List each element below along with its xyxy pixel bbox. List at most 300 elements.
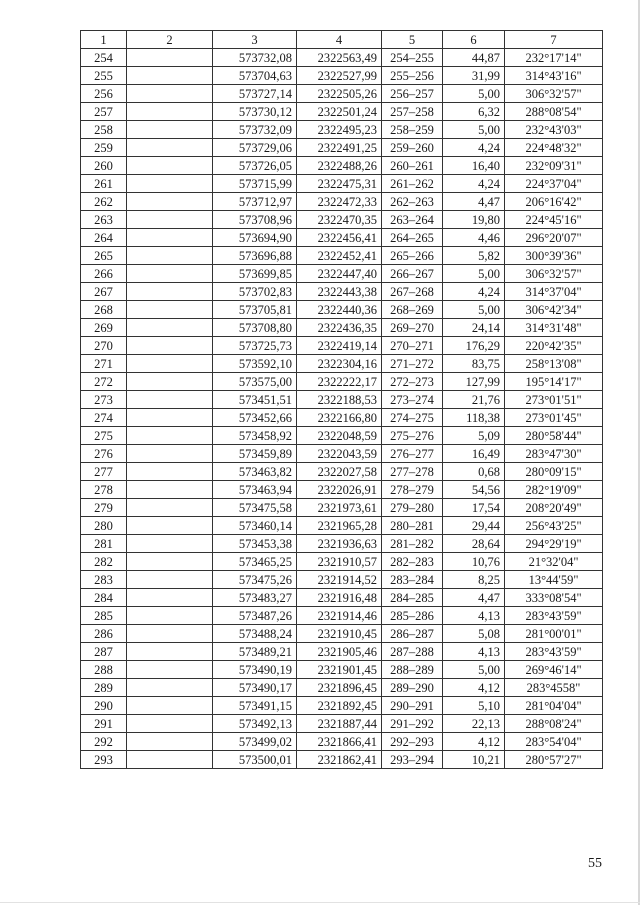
distance-cell: 8,25 (443, 571, 505, 589)
point-number-cell: 291 (81, 715, 127, 733)
point-number-cell: 275 (81, 427, 127, 445)
x-coordinate-cell: 573453,38 (213, 535, 297, 553)
empty-cell (127, 337, 213, 355)
table-row (81, 643, 603, 661)
empty-cell (127, 67, 213, 85)
empty-cell (127, 139, 213, 157)
table-row (81, 139, 603, 157)
x-coordinate-cell: 573475,26 (213, 571, 297, 589)
distance-cell: 10,76 (443, 553, 505, 571)
empty-cell (127, 229, 213, 247)
point-number-cell: 261 (81, 175, 127, 193)
point-number-cell: 256 (81, 85, 127, 103)
angle-cell: 208°20'49" (505, 499, 603, 517)
table-row (81, 445, 603, 463)
segment-cell: 261–262 (382, 175, 443, 193)
point-number-cell: 258 (81, 121, 127, 139)
point-number-cell: 277 (81, 463, 127, 481)
table-row (81, 661, 603, 679)
table-row (81, 103, 603, 121)
table-row (81, 751, 603, 769)
table-row (81, 193, 603, 211)
angle-cell: 258°13'08" (505, 355, 603, 373)
empty-cell (127, 553, 213, 571)
point-number-cell: 279 (81, 499, 127, 517)
empty-cell (127, 715, 213, 733)
angle-cell: 280°09'15" (505, 463, 603, 481)
x-coordinate-cell: 573489,21 (213, 643, 297, 661)
point-number-cell: 264 (81, 229, 127, 247)
distance-cell: 0,68 (443, 463, 505, 481)
x-coordinate-cell: 573492,13 (213, 715, 297, 733)
x-coordinate-cell: 573726,05 (213, 157, 297, 175)
segment-cell: 268–269 (382, 301, 443, 319)
point-number-cell: 282 (81, 553, 127, 571)
x-coordinate-cell: 573491,15 (213, 697, 297, 715)
y-coordinate-cell: 2322452,41 (297, 247, 382, 265)
distance-cell: 31,99 (443, 67, 505, 85)
table-row (81, 121, 603, 139)
angle-cell: 232°43'03" (505, 121, 603, 139)
coordinates-table (80, 30, 603, 769)
table-row (81, 85, 603, 103)
y-coordinate-cell: 2321901,45 (297, 661, 382, 679)
distance-cell: 29,44 (443, 517, 505, 535)
segment-cell: 270–271 (382, 337, 443, 355)
distance-cell: 5,00 (443, 661, 505, 679)
angle-cell: 232°17'14" (505, 49, 603, 67)
point-number-cell: 276 (81, 445, 127, 463)
segment-cell: 263–264 (382, 211, 443, 229)
point-number-cell: 260 (81, 157, 127, 175)
segment-cell: 290–291 (382, 697, 443, 715)
table-row (81, 679, 603, 697)
point-number-cell: 266 (81, 265, 127, 283)
distance-cell: 44,87 (443, 49, 505, 67)
table-row (81, 391, 603, 409)
segment-cell: 275–276 (382, 427, 443, 445)
distance-cell: 4,24 (443, 175, 505, 193)
distance-cell: 4,47 (443, 589, 505, 607)
distance-cell: 83,75 (443, 355, 505, 373)
distance-cell: 118,38 (443, 409, 505, 427)
y-coordinate-cell: 2322563,49 (297, 49, 382, 67)
empty-cell (127, 589, 213, 607)
angle-cell: 220°42'35" (505, 337, 603, 355)
point-number-cell: 273 (81, 391, 127, 409)
distance-cell: 21,76 (443, 391, 505, 409)
segment-cell: 284–285 (382, 589, 443, 607)
segment-cell: 276–277 (382, 445, 443, 463)
empty-cell (127, 535, 213, 553)
y-coordinate-cell: 2322470,35 (297, 211, 382, 229)
empty-cell (127, 211, 213, 229)
point-number-cell: 254 (81, 49, 127, 67)
segment-cell: 287–288 (382, 643, 443, 661)
distance-cell: 5,00 (443, 301, 505, 319)
table-row (81, 355, 603, 373)
table-row (81, 157, 603, 175)
segment-cell: 277–278 (382, 463, 443, 481)
angle-cell: 283°54'04" (505, 733, 603, 751)
table-row (81, 175, 603, 193)
y-coordinate-cell: 2322188,53 (297, 391, 382, 409)
distance-cell: 4,12 (443, 733, 505, 751)
distance-cell: 4,13 (443, 607, 505, 625)
angle-cell: 269°46'14" (505, 661, 603, 679)
x-coordinate-cell: 573694,90 (213, 229, 297, 247)
angle-cell: 306°32'57" (505, 85, 603, 103)
y-coordinate-cell: 2322166,80 (297, 409, 382, 427)
angle-cell: 306°42'34" (505, 301, 603, 319)
point-number-cell: 263 (81, 211, 127, 229)
distance-cell: 4,24 (443, 283, 505, 301)
empty-cell (127, 625, 213, 643)
angle-cell: 195°14'17" (505, 373, 603, 391)
angle-cell: 296°20'07" (505, 229, 603, 247)
x-coordinate-cell: 573451,51 (213, 391, 297, 409)
segment-cell: 269–270 (382, 319, 443, 337)
y-coordinate-cell: 2322472,33 (297, 193, 382, 211)
y-coordinate-cell: 2321914,46 (297, 607, 382, 625)
x-coordinate-cell: 573487,26 (213, 607, 297, 625)
table-row (81, 535, 603, 553)
point-number-cell: 267 (81, 283, 127, 301)
angle-cell: 224°37'04" (505, 175, 603, 193)
angle-cell: 283°43'59" (505, 643, 603, 661)
table-row (81, 283, 603, 301)
column-header: 4 (297, 31, 382, 49)
angle-cell: 288°08'54" (505, 103, 603, 121)
x-coordinate-cell: 573704,63 (213, 67, 297, 85)
empty-cell (127, 85, 213, 103)
column-header: 5 (382, 31, 443, 49)
point-number-cell: 271 (81, 355, 127, 373)
x-coordinate-cell: 573490,17 (213, 679, 297, 697)
angle-cell: 314°31'48" (505, 319, 603, 337)
y-coordinate-cell: 2321905,46 (297, 643, 382, 661)
empty-cell (127, 697, 213, 715)
distance-cell: 127,99 (443, 373, 505, 391)
column-header: 2 (127, 31, 213, 49)
point-number-cell: 272 (81, 373, 127, 391)
distance-cell: 5,00 (443, 265, 505, 283)
angle-cell: 283°47'30" (505, 445, 603, 463)
point-number-cell: 262 (81, 193, 127, 211)
angle-cell: 273°01'51" (505, 391, 603, 409)
empty-cell (127, 319, 213, 337)
y-coordinate-cell: 2321914,52 (297, 571, 382, 589)
segment-cell: 278–279 (382, 481, 443, 499)
angle-cell: 300°39'36" (505, 247, 603, 265)
table-row (81, 553, 603, 571)
table-row (81, 49, 603, 67)
segment-cell: 274–275 (382, 409, 443, 427)
distance-cell: 28,64 (443, 535, 505, 553)
x-coordinate-cell: 573459,89 (213, 445, 297, 463)
empty-cell (127, 517, 213, 535)
distance-cell: 4,24 (443, 139, 505, 157)
angle-cell: 281°00'01" (505, 625, 603, 643)
empty-cell (127, 373, 213, 391)
empty-cell (127, 733, 213, 751)
distance-cell: 16,40 (443, 157, 505, 175)
point-number-cell: 268 (81, 301, 127, 319)
empty-cell (127, 283, 213, 301)
table-row (81, 499, 603, 517)
segment-cell: 289–290 (382, 679, 443, 697)
angle-cell: 273°01'45" (505, 409, 603, 427)
x-coordinate-cell: 573708,80 (213, 319, 297, 337)
angle-cell: 206°16'42" (505, 193, 603, 211)
table-row (81, 697, 603, 715)
column-header: 1 (81, 31, 127, 49)
point-number-cell: 259 (81, 139, 127, 157)
y-coordinate-cell: 2322222,17 (297, 373, 382, 391)
distance-cell: 4,47 (443, 193, 505, 211)
segment-cell: 283–284 (382, 571, 443, 589)
empty-cell (127, 103, 213, 121)
segment-cell: 293–294 (382, 751, 443, 769)
angle-cell: 288°08'24" (505, 715, 603, 733)
point-number-cell: 278 (81, 481, 127, 499)
y-coordinate-cell: 2322495,23 (297, 121, 382, 139)
header-row (81, 31, 603, 49)
table-row (81, 607, 603, 625)
y-coordinate-cell: 2322304,16 (297, 355, 382, 373)
y-coordinate-cell: 2322443,38 (297, 283, 382, 301)
x-coordinate-cell: 573488,24 (213, 625, 297, 643)
point-number-cell: 284 (81, 589, 127, 607)
distance-cell: 5,10 (443, 697, 505, 715)
empty-cell (127, 301, 213, 319)
empty-cell (127, 445, 213, 463)
segment-cell: 281–282 (382, 535, 443, 553)
distance-cell: 16,49 (443, 445, 505, 463)
empty-cell (127, 427, 213, 445)
empty-cell (127, 643, 213, 661)
y-coordinate-cell: 2321936,63 (297, 535, 382, 553)
segment-cell: 291–292 (382, 715, 443, 733)
x-coordinate-cell: 573712,97 (213, 193, 297, 211)
distance-cell: 54,56 (443, 481, 505, 499)
x-coordinate-cell: 573483,27 (213, 589, 297, 607)
y-coordinate-cell: 2321862,41 (297, 751, 382, 769)
table-row (81, 589, 603, 607)
empty-cell (127, 49, 213, 67)
y-coordinate-cell: 2322048,59 (297, 427, 382, 445)
column-header: 6 (443, 31, 505, 49)
angle-cell: 281°04'04" (505, 697, 603, 715)
point-number-cell: 280 (81, 517, 127, 535)
y-coordinate-cell: 2322419,14 (297, 337, 382, 355)
empty-cell (127, 391, 213, 409)
distance-cell: 10,21 (443, 751, 505, 769)
distance-cell: 24,14 (443, 319, 505, 337)
table-row (81, 211, 603, 229)
y-coordinate-cell: 2322456,41 (297, 229, 382, 247)
angle-cell: 280°58'44" (505, 427, 603, 445)
segment-cell: 285–286 (382, 607, 443, 625)
segment-cell: 272–273 (382, 373, 443, 391)
y-coordinate-cell: 2322505,26 (297, 85, 382, 103)
x-coordinate-cell: 573465,25 (213, 553, 297, 571)
empty-cell (127, 607, 213, 625)
empty-cell (127, 193, 213, 211)
x-coordinate-cell: 573705,81 (213, 301, 297, 319)
empty-cell (127, 499, 213, 517)
distance-cell: 176,29 (443, 337, 505, 355)
segment-cell: 280–281 (382, 517, 443, 535)
table-row (81, 229, 603, 247)
segment-cell: 258–259 (382, 121, 443, 139)
y-coordinate-cell: 2322527,99 (297, 67, 382, 85)
empty-cell (127, 679, 213, 697)
angle-cell: 333°08'54" (505, 589, 603, 607)
x-coordinate-cell: 573702,83 (213, 283, 297, 301)
page-number: 55 (588, 856, 602, 871)
table-row (81, 463, 603, 481)
x-coordinate-cell: 573460,14 (213, 517, 297, 535)
x-coordinate-cell: 573696,88 (213, 247, 297, 265)
x-coordinate-cell: 573715,99 (213, 175, 297, 193)
segment-cell: 260–261 (382, 157, 443, 175)
distance-cell: 6,32 (443, 103, 505, 121)
segment-cell: 282–283 (382, 553, 443, 571)
empty-cell (127, 463, 213, 481)
segment-cell: 267–268 (382, 283, 443, 301)
empty-cell (127, 355, 213, 373)
empty-cell (127, 481, 213, 499)
x-coordinate-cell: 573458,92 (213, 427, 297, 445)
angle-cell: 282°19'09" (505, 481, 603, 499)
point-number-cell: 265 (81, 247, 127, 265)
point-number-cell: 286 (81, 625, 127, 643)
table-row (81, 373, 603, 391)
empty-cell (127, 571, 213, 589)
segment-cell: 286–287 (382, 625, 443, 643)
table-row (81, 481, 603, 499)
y-coordinate-cell: 2322488,26 (297, 157, 382, 175)
angle-cell: 283°43'59" (505, 607, 603, 625)
point-number-cell: 287 (81, 643, 127, 661)
empty-cell (127, 121, 213, 139)
y-coordinate-cell: 2321973,61 (297, 499, 382, 517)
distance-cell: 5,09 (443, 427, 505, 445)
y-coordinate-cell: 2322043,59 (297, 445, 382, 463)
point-number-cell: 290 (81, 697, 127, 715)
empty-cell (127, 661, 213, 679)
segment-cell: 256–257 (382, 85, 443, 103)
table-row (81, 247, 603, 265)
x-coordinate-cell: 573500,01 (213, 751, 297, 769)
angle-cell: 224°48'32" (505, 139, 603, 157)
distance-cell: 17,54 (443, 499, 505, 517)
x-coordinate-cell: 573575,00 (213, 373, 297, 391)
point-number-cell: 257 (81, 103, 127, 121)
segment-cell: 257–258 (382, 103, 443, 121)
table-row (81, 265, 603, 283)
table-body (81, 49, 603, 769)
x-coordinate-cell: 573727,14 (213, 85, 297, 103)
y-coordinate-cell: 2321916,48 (297, 589, 382, 607)
table-header (81, 31, 603, 49)
table-row (81, 67, 603, 85)
table-row (81, 571, 603, 589)
point-number-cell: 289 (81, 679, 127, 697)
distance-cell: 5,82 (443, 247, 505, 265)
y-coordinate-cell: 2321965,28 (297, 517, 382, 535)
point-number-cell: 274 (81, 409, 127, 427)
angle-cell: 232°09'31" (505, 157, 603, 175)
x-coordinate-cell: 573725,73 (213, 337, 297, 355)
point-number-cell: 285 (81, 607, 127, 625)
column-header: 7 (505, 31, 603, 49)
point-number-cell: 270 (81, 337, 127, 355)
y-coordinate-cell: 2321896,45 (297, 679, 382, 697)
table-row (81, 517, 603, 535)
point-number-cell: 283 (81, 571, 127, 589)
table-row (81, 301, 603, 319)
point-number-cell: 292 (81, 733, 127, 751)
segment-cell: 265–266 (382, 247, 443, 265)
point-number-cell: 255 (81, 67, 127, 85)
segment-cell: 259–260 (382, 139, 443, 157)
table-row (81, 427, 603, 445)
empty-cell (127, 175, 213, 193)
y-coordinate-cell: 2322027,58 (297, 463, 382, 481)
angle-cell: 314°37'04" (505, 283, 603, 301)
distance-cell: 22,13 (443, 715, 505, 733)
empty-cell (127, 265, 213, 283)
segment-cell: 266–267 (382, 265, 443, 283)
segment-cell: 279–280 (382, 499, 443, 517)
angle-cell: 280°57'27" (505, 751, 603, 769)
x-coordinate-cell: 573592,10 (213, 355, 297, 373)
segment-cell: 264–265 (382, 229, 443, 247)
segment-cell: 292–293 (382, 733, 443, 751)
distance-cell: 19,80 (443, 211, 505, 229)
distance-cell: 4,46 (443, 229, 505, 247)
angle-cell: 256°43'25" (505, 517, 603, 535)
x-coordinate-cell: 573730,12 (213, 103, 297, 121)
table-row (81, 337, 603, 355)
y-coordinate-cell: 2321866,41 (297, 733, 382, 751)
table-row (81, 715, 603, 733)
table-row (81, 409, 603, 427)
x-coordinate-cell: 573708,96 (213, 211, 297, 229)
empty-cell (127, 247, 213, 265)
x-coordinate-cell: 573463,94 (213, 481, 297, 499)
table-row (81, 733, 603, 751)
empty-cell (127, 409, 213, 427)
point-number-cell: 281 (81, 535, 127, 553)
angle-cell: 283°4558" (505, 679, 603, 697)
point-number-cell: 269 (81, 319, 127, 337)
distance-cell: 4,13 (443, 643, 505, 661)
segment-cell: 254–255 (382, 49, 443, 67)
x-coordinate-cell: 573463,82 (213, 463, 297, 481)
angle-cell: 21°32'04" (505, 553, 603, 571)
segment-cell: 273–274 (382, 391, 443, 409)
angle-cell: 306°32'57" (505, 265, 603, 283)
y-coordinate-cell: 2321910,57 (297, 553, 382, 571)
x-coordinate-cell: 573699,85 (213, 265, 297, 283)
y-coordinate-cell: 2322501,24 (297, 103, 382, 121)
angle-cell: 294°29'19" (505, 535, 603, 553)
empty-cell (127, 751, 213, 769)
table-row (81, 625, 603, 643)
